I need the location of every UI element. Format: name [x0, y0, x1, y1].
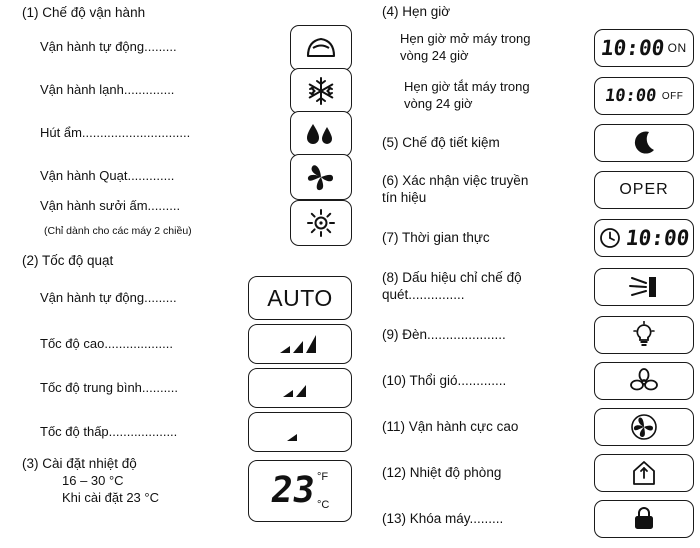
row-signal-confirm [382, 166, 694, 214]
right-column [382, 0, 694, 542]
timer-on-value: 10:00 [599, 36, 667, 60]
row-cool-mode [22, 69, 352, 112]
section-2-heading: (2) Tốc độ quạt [22, 252, 114, 268]
sun-heat-icon [306, 208, 336, 238]
section-3-heading: (3) Cài đặt nhiệt độ [22, 456, 137, 471]
row-eco-mode [382, 120, 694, 166]
timer-off-value: 10:00 [603, 86, 658, 106]
row-lock [382, 496, 694, 542]
row-turbo [382, 404, 694, 450]
label-heat-mode-note: (Chỉ dành cho các máy 2 chiều) [44, 225, 192, 238]
auto-mode-icon [304, 35, 338, 61]
swing-louver-icon [627, 274, 661, 300]
turbo-fan-icon [629, 413, 659, 441]
icon-frame-temperature [248, 460, 352, 522]
icon-frame-fan-high [248, 324, 352, 364]
row-fan-low [22, 410, 352, 454]
section-9-heading: (9) Đèn..................... [382, 326, 506, 342]
row-swing-mode [382, 262, 694, 312]
icon-frame-timer-on [594, 29, 694, 67]
section-6-heading: (6) Xác nhận việc truyền tín hiệu [382, 173, 529, 205]
lamp-light-icon [631, 321, 657, 349]
section-heading-row [22, 248, 352, 274]
row-fan-high [22, 322, 352, 366]
label-dry-mode: Hút ẩm.............................. [40, 125, 191, 141]
icon-frame-heat-mode [290, 200, 352, 246]
icon-frame-timer-off [594, 77, 694, 115]
temperature-unit-c: °C [317, 499, 330, 511]
lock-icon [631, 506, 657, 532]
label-timer-on: Hẹn giờ mở máy trong vòng 24 giờ [400, 31, 531, 63]
section-7-heading: (7) Thời gian thực [382, 229, 490, 245]
temp-range-line: 16 – 30 °C [62, 472, 124, 488]
label-fan-medium: Tốc độ trung bình.......... [40, 379, 179, 395]
section-heading-row [382, 0, 694, 24]
real-time-value: 10:00 [624, 226, 691, 250]
temperature-value: 23 [267, 470, 317, 511]
icon-frame-fan-low [248, 412, 352, 452]
timer-off-icon: OFF [661, 90, 684, 102]
left-column [22, 0, 352, 524]
clock-time-icon [599, 227, 621, 249]
label-cool-mode: Vận hành lạnh.............. [40, 82, 175, 98]
timer-on-icon: ON [667, 41, 687, 55]
fan-speed-medium-icon [278, 377, 322, 399]
row-real-time [382, 214, 694, 262]
icon-frame-signal-confirm [594, 171, 694, 209]
label-auto-mode: Vận hành tự động......... [40, 39, 177, 55]
label-fan-auto: Vận hành tự động......... [40, 289, 177, 305]
label-timer-off: Hẹn giờ tắt máy trong vòng 24 giờ [404, 79, 530, 111]
temp-example-line: Khi cài đặt 23 °C [62, 489, 159, 505]
section-5-heading: (5) Chế độ tiết kiệm [382, 134, 500, 150]
fan-blades-icon [305, 162, 337, 192]
row-light [382, 312, 694, 358]
row-auto-mode [22, 26, 352, 69]
icon-frame-eco-mode [594, 124, 694, 162]
label-fan-low: Tốc độ thấp................... [40, 423, 178, 439]
auto-text-icon: AUTO [267, 284, 333, 311]
row-dry-mode [22, 112, 352, 155]
icon-frame-fan-mode [290, 154, 352, 200]
row-timer-on [382, 24, 694, 72]
fan-speed-high-icon [278, 333, 322, 355]
icon-frame-cool-mode [290, 68, 352, 114]
icon-frame-fan-medium [248, 368, 352, 408]
section-12-heading: (12) Nhiệt độ phòng [382, 464, 502, 480]
blow-fan-icon [629, 367, 659, 395]
icon-frame-swing-mode [594, 268, 694, 306]
room-temp-house-icon [632, 460, 656, 486]
row-timer-off [382, 72, 694, 120]
section-10-heading: (10) Thổi gió............. [382, 372, 507, 388]
moon-sleep-icon [630, 130, 658, 156]
section-heading-row [22, 0, 352, 26]
temperature-display-icon [267, 469, 330, 513]
icon-frame-auto-mode [290, 25, 352, 71]
section-11-heading: (11) Vận hành cực cao [382, 418, 519, 434]
oper-text-icon: OPER [619, 181, 669, 198]
section-1-heading: (1) Chế độ vận hành [22, 4, 146, 20]
label-fan-mode: Vận hành Quạt............. [40, 168, 175, 184]
icon-frame-room-temp [594, 454, 694, 492]
row-room-temp [382, 450, 694, 496]
row-temperature-setting [22, 454, 352, 524]
section-13-heading: (13) Khóa máy......... [382, 510, 504, 526]
row-fan-mode [22, 155, 352, 198]
section-8-heading: (8) Dấu hiệu chỉ chế độ quét............... [382, 270, 522, 302]
label-fan-high: Tốc độ cao................... [40, 335, 173, 351]
row-heat-mode [22, 198, 352, 248]
row-fan-medium [22, 366, 352, 410]
icon-frame-light [594, 316, 694, 354]
row-fan-auto [22, 274, 352, 322]
icon-frame-turbo [594, 408, 694, 446]
row-blow [382, 358, 694, 404]
label-heat-mode: Vận hành sưởi ấm......... [40, 197, 181, 213]
snowflake-cool-icon [306, 76, 336, 106]
temperature-unit-f: °F [317, 471, 329, 483]
section-4-heading: (4) Hẹn giờ [382, 3, 451, 19]
fan-speed-low-icon [278, 421, 322, 443]
dry-droplets-icon [303, 120, 339, 148]
icon-frame-real-time [594, 219, 694, 257]
icon-frame-blow [594, 362, 694, 400]
icon-frame-dry-mode [290, 111, 352, 157]
icon-frame-lock [594, 500, 694, 538]
icon-frame-fan-auto [248, 276, 352, 320]
